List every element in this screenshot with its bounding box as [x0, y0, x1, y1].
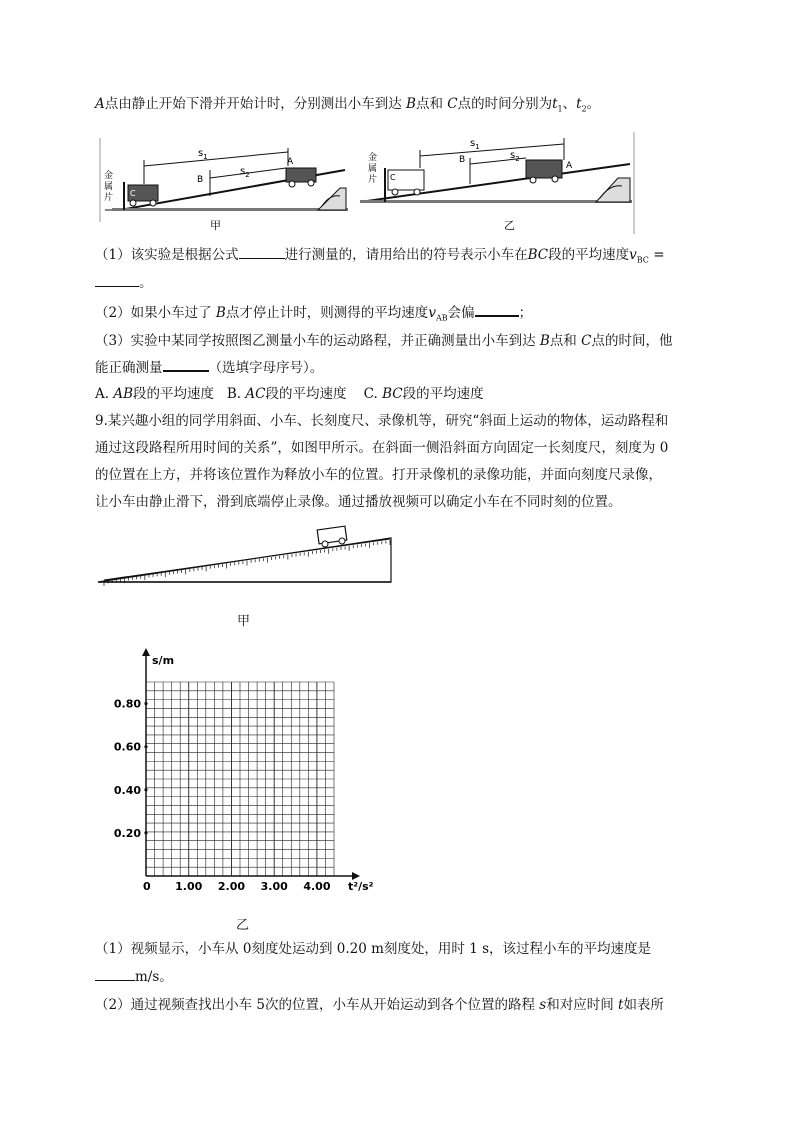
x-tick-label: 4.00: [303, 880, 331, 893]
svg-text:片: 片: [104, 193, 114, 203]
q9-line-3: 的位置在上方，并将该位置作为释放小车的位置。打开录像机的录像功能，并面向刻度尺录像，: [95, 467, 662, 483]
svg-text:金: 金: [104, 171, 114, 181]
y-tick-label: 0.80: [113, 697, 141, 711]
setup-jia: [104, 148, 348, 232]
caption-yi: 乙: [504, 219, 515, 232]
svg-text:s1: $s_1$: [470, 138, 480, 151]
y-tick-label: 0.40: [113, 783, 141, 797]
q9-question-1-cont: m/s。: [95, 966, 173, 987]
cart: [317, 526, 347, 547]
answer-blank-choice[interactable]: [163, 356, 209, 372]
svg-text:A: A: [566, 161, 573, 171]
svg-text:B: B: [197, 175, 204, 185]
svg-text:B: B: [459, 155, 466, 165]
incline-figure-jia-yi: [0, 122, 794, 242]
origin-label: 0: [143, 880, 151, 893]
y-tick-mark: [144, 745, 147, 748]
answer-blank-speed[interactable]: [95, 966, 135, 981]
y-tick-mark: [144, 788, 147, 791]
svg-text:s2: $s_2$: [510, 150, 520, 163]
svg-text:C: C: [390, 173, 396, 182]
option-c[interactable]: C. BC段的平均速度: [363, 386, 484, 402]
y-tick-label: 0.20: [113, 826, 141, 840]
y-tick-label: 0.60: [113, 740, 141, 754]
y-tick-mark: [144, 831, 147, 834]
incline-ruler-figure: [96, 524, 396, 584]
grid: [146, 682, 334, 876]
x-tick-label: 3.00: [260, 880, 288, 893]
answer-blank-bias[interactable]: [475, 301, 519, 317]
setup-yi: [360, 132, 634, 234]
options-line: [95, 384, 484, 404]
q9-question-1: （1）视频显示，小车从 0刻度处运动到 0.20 m刻度处，用时 1 s，该过程小车的平均速度是: [95, 941, 652, 957]
caption-jia: 甲: [210, 219, 221, 232]
x-tick-label: 2.00: [217, 880, 246, 893]
svg-text:金: 金: [368, 153, 378, 163]
option-a[interactable]: A. AB段的平均速度: [95, 386, 215, 402]
svg-text:A: A: [287, 157, 294, 167]
question-2: （2）如果小车过了 B点才停止计时，则测得的平均速度$v_{AB}$会偏 ；: [95, 301, 532, 329]
svg-text:C: C: [130, 189, 136, 198]
question-3: （3）实验中某同学按照图乙测量小车的运动路程，并正确测量出小车到达 B点和 C点的时间，他: [95, 333, 673, 349]
q9-line-4: 让小车由静止滑下，滑到底端停止录像。通过播放视频可以确定小车在不同时刻的位置。: [95, 494, 622, 510]
svg-text:属: 属: [104, 182, 114, 192]
x-tick-labels: [175, 880, 331, 893]
x-tick-label: 1.00: [175, 880, 203, 893]
svg-text:s1: $s_1$: [198, 148, 208, 161]
s-t2-grid-chart: [110, 648, 374, 898]
x-axis-label: t²/s²: [348, 880, 374, 893]
q9-question-2: （2）通过视频查找出小车 5次的位置，小车从开始运动到各个位置的路程 s和对应时间 t如表所: [95, 997, 664, 1013]
y-tick-labels: [114, 698, 148, 840]
q9-line-1: 9.某兴趣小组的同学用斜面、小车、长刻度尺、录像机等，研究“斜面上运动的物体，运动路程和: [95, 413, 669, 429]
answer-blank-vbc[interactable]: [95, 272, 139, 287]
y-tick-mark: [144, 702, 147, 705]
cart-upper: [526, 160, 562, 178]
question-3-cont: 能正确测量 （选填字母序号）。: [95, 356, 323, 378]
caption-fig-yi: 乙: [236, 918, 250, 933]
question-1: （1）该实验是根据公式 进行测量的，请用给出的符号表示小车在BC段的平均速度$v_{BC}$ =: [95, 244, 665, 271]
caption-fig-jia: 甲: [237, 614, 251, 629]
question-1-cont: 。: [95, 272, 153, 293]
q9-line-2: 通过这段路程所用时间的关系”，如图甲所示。在斜面一侧沿斜面方向固定一长刻度尺，刻度为 0: [95, 440, 669, 456]
y-axis-label: s/m: [152, 654, 175, 667]
svg-text:属: 属: [368, 164, 378, 174]
option-b[interactable]: B. AC段的平均速度: [226, 386, 347, 402]
svg-text:片: 片: [368, 175, 378, 185]
svg-text:s2: $s_2$: [240, 166, 250, 179]
answer-blank-formula[interactable]: [239, 244, 285, 259]
intro-line: A点由静止开始下滑并开始计时，分别测出小车到达 B点和 C点的时间分别为$t_1$、$t_2$。: [95, 96, 601, 114]
